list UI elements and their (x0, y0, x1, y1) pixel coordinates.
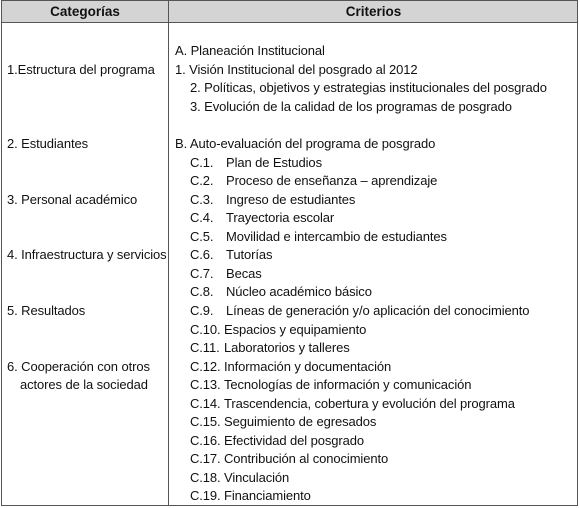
category-5: 5. Resultados (7, 303, 86, 318)
criteria-b-item-code: C.8. (190, 284, 214, 300)
column-divider (168, 1, 169, 505)
category-6-line2: actores de la sociedad (20, 377, 148, 392)
criteria-b-item-code: C.10. (190, 321, 221, 337)
criteria-b-item-label: Efectividad del posgrado (224, 432, 364, 448)
criteria-b-item-label: Laboratorios y talleres (224, 340, 350, 355)
criteria-b-item (190, 339, 350, 358)
criteria-b-item-label: Trayectoria escolar (226, 210, 335, 226)
criteria-b-item-code: C.2. (190, 173, 214, 189)
criteria-b-item (190, 283, 372, 302)
criteria-b-item-label: Núcleo académico básico (226, 284, 372, 300)
criteria-b-item-label: Tecnologías de información y comunicación (224, 377, 472, 393)
criteria-b-item (190, 469, 289, 488)
criteria-b-item-label: Movilidad e intercambio de estudiantes (226, 228, 447, 244)
criteria-b-item-label: Contribución al conocimiento (224, 451, 389, 467)
criteria-b-item (190, 302, 529, 321)
criteria-b-item-label: Vinculación (224, 469, 290, 485)
category-4: 4. Infraestructura y servicios (7, 247, 167, 262)
criteria-b-item-code: C.12. (190, 358, 221, 374)
criteria-table (1, 0, 578, 506)
criteria-b-item (190, 450, 388, 469)
table-header (2, 1, 577, 23)
criteria-b-item-label: Proceso de enseñanza – aprendizaje (226, 173, 438, 189)
criteria-b-item-label: Líneas de generación y/o aplicación del conocimiento (226, 302, 530, 318)
criteria-b-item-label: Trascendencia, cobertura y evolución del programa (224, 395, 515, 411)
criteria-b-item (190, 246, 272, 265)
criteria-b-item-code: C.17. (190, 451, 221, 467)
criteria-a-item-1: 1. Visión Institucional del posgrado al 2012 (175, 62, 418, 77)
criteria-a-item-2: 2. Políticas, objetivos y estrategias institucionales del posgrado (190, 80, 547, 95)
criteria-b-item-code: C.13. (190, 377, 221, 393)
criteria-b-item-label: Información y documentación (224, 358, 392, 374)
criteria-b-item-code: C.14. (190, 395, 221, 411)
criteria-b-item (190, 487, 311, 506)
criteria-b-item-code: C.16. (190, 432, 221, 448)
criteria-b-item (190, 209, 334, 228)
header-criterios: Criterios (345, 4, 402, 19)
criteria-b-item-label: Ingreso de estudiantes (226, 191, 356, 207)
category-3: 3. Personal académico (7, 192, 138, 207)
criteria-b-item (190, 413, 376, 432)
criteria-b-item (190, 154, 322, 173)
criteria-a-title: A. Planeación Institucional (175, 43, 325, 58)
category-1: 1.Estructura del programa (7, 62, 155, 77)
criteria-b-item (190, 395, 515, 414)
criteria-b-item-label: Espacios y equipamiento (224, 321, 367, 337)
criteria-b-item (190, 432, 364, 451)
criteria-b-item-code: C.18. (190, 469, 221, 485)
criteria-b-item-code: C.7. (190, 265, 214, 281)
criteria-b-item-label: Becas (226, 265, 262, 281)
criteria-b-item-code: C.3. (190, 191, 214, 207)
criteria-b-item-label: Tutorías (226, 247, 273, 263)
criteria-b-item-code: C.9. (190, 302, 214, 318)
category-6-line1: 6. Cooperación con otros (7, 359, 150, 374)
criteria-b-item (190, 321, 366, 340)
criteria-b-item (190, 376, 471, 395)
header-categorias: Categorías (50, 4, 120, 19)
criteria-b-item-code: C.1. (190, 154, 214, 170)
criteria-b-item (190, 228, 447, 247)
criteria-b-item (190, 265, 262, 284)
criteria-b-item (190, 358, 391, 377)
criteria-b-item-code: C.5. (190, 228, 214, 244)
criteria-b-item (190, 172, 437, 191)
criteria-b-item-label: Seguimiento de egresados (224, 414, 377, 430)
criteria-b-item-label: Financiamiento (224, 488, 311, 504)
criteria-b-item (190, 191, 355, 210)
criteria-b-item-code: C.4. (190, 210, 214, 226)
criteria-a-item-3: 3. Evolución de la calidad de los programas de posgrado (190, 99, 512, 114)
criteria-b-item-label: Plan de Estudios (226, 154, 322, 170)
criteria-b-item-code: C.6. (190, 247, 214, 263)
criteria-b-title: B. Auto-evaluación del programa de posgrado (175, 136, 436, 151)
criteria-b-item-code: C.19. (190, 488, 221, 504)
category-2: 2. Estudiantes (7, 136, 88, 151)
criteria-b-item-code: C.15. (190, 414, 221, 430)
criteria-b-item-code: C.11. (190, 340, 220, 355)
